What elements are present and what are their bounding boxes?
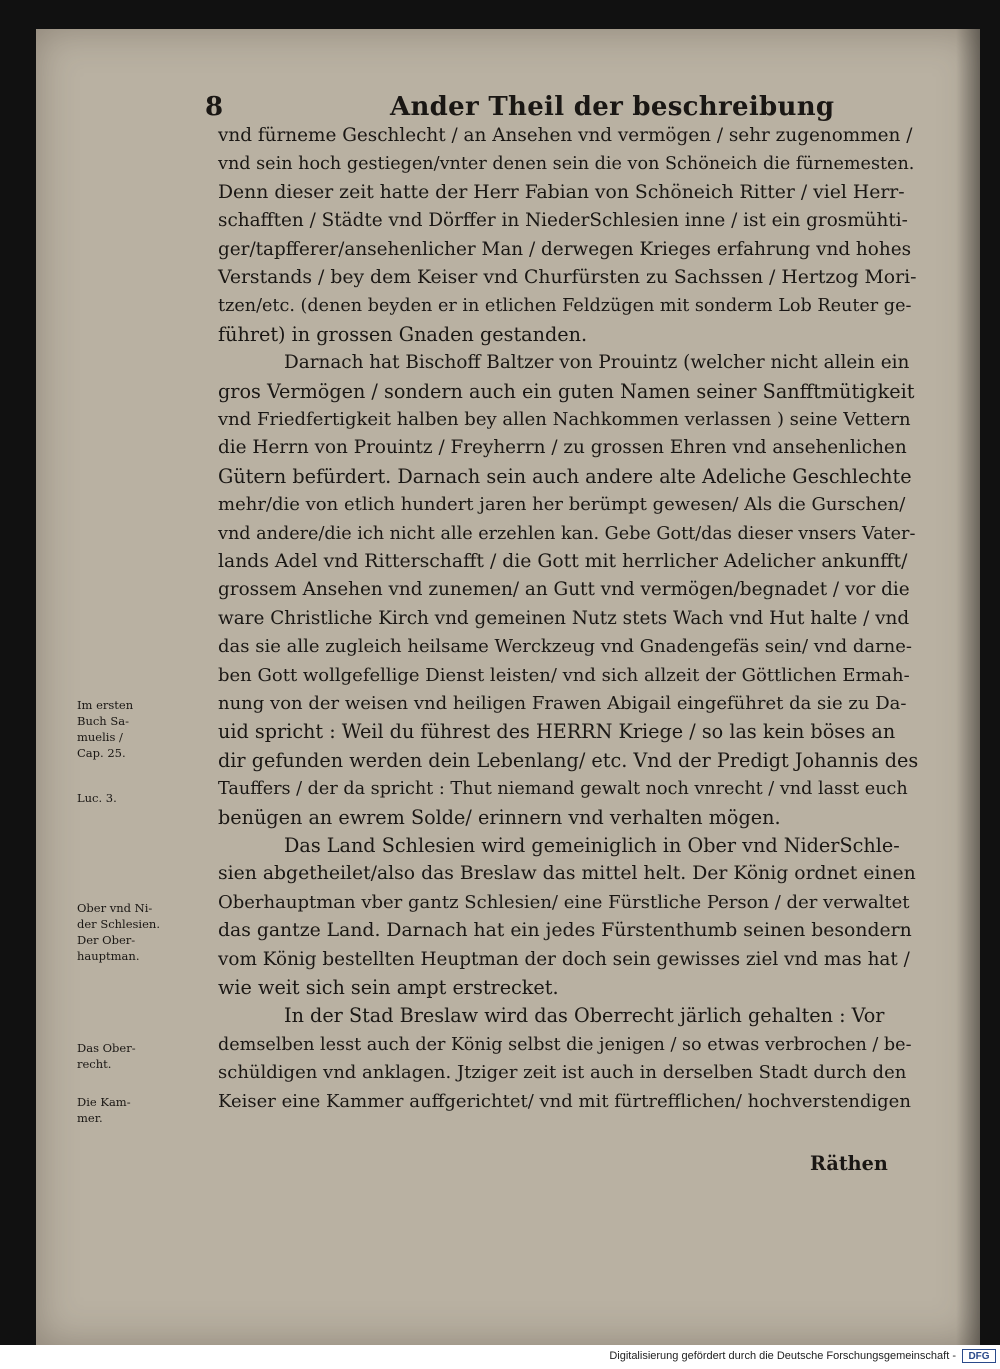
page-number: 8 bbox=[205, 92, 224, 122]
marginal-note-line: muelis / bbox=[77, 730, 123, 744]
catchword: Räthen bbox=[810, 1152, 888, 1175]
marginal-note bbox=[77, 697, 197, 761]
text-line: demselben lesst auch der König selbst die jenigen / so etwas verbrochen / be- bbox=[218, 1034, 912, 1055]
marginal-note-line: Das Ober- bbox=[77, 1041, 136, 1055]
marginal-note-line: recht. bbox=[77, 1057, 112, 1071]
marginal-note-line: Ober vnd Ni- bbox=[77, 901, 153, 915]
marginal-note-line: der Schlesien. bbox=[77, 917, 160, 931]
marginal-note bbox=[77, 790, 197, 806]
dfg-logo: DFG bbox=[962, 1349, 996, 1363]
text-line: nung von der weisen vnd heiligen Frawen Abigail eingeführet da sie zu Da- bbox=[218, 693, 907, 714]
marginal-note-line: Cap. 25. bbox=[77, 746, 126, 760]
text-line: mehr/die von etlich hundert jaren her berümpt gewesen/ Als die Gurschen/ bbox=[218, 494, 906, 516]
text-line: Das Land Schlesien wird gemeiniglich in Ober vnd NiderSchle- bbox=[284, 834, 900, 857]
text-line: die Herrn von Prouintz / Freyherrn / zu grossen Ehren vnd ansehenlichen bbox=[218, 437, 907, 459]
marginal-note bbox=[77, 1094, 197, 1126]
text-line: schafften / Städte vnd Dörffer in NiederSchlesien inne / ist ein grosmühti- bbox=[218, 210, 908, 232]
marginal-note-line: Die Kam- bbox=[77, 1095, 131, 1109]
marginal-note bbox=[77, 900, 197, 964]
text-line: tzen/etc. (denen beyden er in etlichen Feldzügen mit sonderm Lob Reuter ge- bbox=[218, 296, 912, 317]
text-line: schüldigen vnd anklagen. Jtziger zeit ist auch in derselben Stadt durch den bbox=[218, 1062, 907, 1084]
text-line: vnd andere/die ich nicht alle erzehlen kan. Gebe Gott/das dieser vnsers Vater- bbox=[218, 523, 916, 544]
text-line: das gantze Land. Darnach hat ein jedes Fürstenthumb seinen besondern bbox=[218, 920, 912, 942]
page-binding-shadow bbox=[956, 29, 980, 1345]
text-line: vnd Friedfertigkeit halben bey allen Nachkommen verlassen ) seine Vettern bbox=[218, 409, 911, 430]
text-line: sien abgetheilet/also das Breslaw das mittel helt. Der König ordnet einen bbox=[218, 863, 916, 885]
text-line: Oberhauptman vber gantz Schlesien/ eine Fürstliche Person / der verwaltet bbox=[218, 891, 910, 913]
marginal-note-line: mer. bbox=[77, 1111, 103, 1125]
text-line: ger/tapfferer/ansehenlicher Man / derwegen Krieges erfahrung vnd hohes bbox=[218, 238, 912, 260]
text-line: lands Adel vnd Ritterschafft / die Gott mit herrlicher Adelicher ankunfft/ bbox=[218, 551, 908, 572]
running-title: Ander Theil der beschreibung bbox=[390, 92, 835, 122]
text-line: das sie alle zugleich heilsame Werckzeug vnd Gnadengefäs sein/ vnd darne- bbox=[218, 636, 913, 658]
marginal-note bbox=[77, 1040, 197, 1072]
footer-bar bbox=[0, 1345, 1000, 1369]
text-line: wie weit sich sein ampt erstrecket. bbox=[218, 976, 559, 999]
text-line: dir gefunden werden dein Lebenlang/ etc. Vnd der Predigt Johannis des bbox=[218, 748, 919, 772]
text-line: Darnach hat Bischoff Baltzer von Prouintz (welcher nicht allein ein bbox=[284, 352, 910, 374]
marginal-note-line: Luc. 3. bbox=[77, 791, 117, 805]
marginal-note-line: Buch Sa- bbox=[77, 714, 129, 728]
funding-notice: Digitalisierung gefördert durch die Deutsche Forschungsgemeinschaft - bbox=[609, 1350, 956, 1362]
text-line: führet) in grossen Gnaden gestanden. bbox=[218, 322, 588, 346]
text-line: uid spricht : Weil du führest des HERRN Kriege / so las kein böses an bbox=[218, 720, 896, 744]
text-line: Denn dieser zeit hatte der Herr Fabian von Schöneich Ritter / viel Herr- bbox=[218, 181, 905, 203]
marginal-note-line: hauptman. bbox=[77, 949, 140, 963]
text-line: In der Stad Breslaw wird das Oberrecht järlich gehalten : Vor bbox=[284, 1004, 885, 1028]
text-line: ben Gott wollgefellige Dienst leisten/ vnd sich allzeit der Göttlichen Ermah- bbox=[218, 664, 910, 686]
text-line: Gütern befürdert. Darnach sein auch andere alte Adeliche Geschlechte bbox=[218, 464, 912, 488]
text-line: ware Christliche Kirch vnd gemeinen Nutz stets Wach vnd Hut halte / vnd bbox=[218, 607, 910, 629]
text-line: benügen an ewrem Solde/ erinnern vnd verhalten mögen. bbox=[218, 805, 781, 829]
text-line: Tauffers / der da spricht : Thut niemand gewalt noch vnrecht / vnd lasst euch bbox=[218, 779, 908, 800]
text-line: Verstands / bey dem Keiser vnd Churfürsten zu Sachssen / Hertzog Mori- bbox=[218, 267, 917, 288]
text-line: vnd fürneme Geschlecht / an Ansehen vnd vermögen / sehr zugenommen / bbox=[218, 125, 913, 146]
text-line: vom König bestellten Heuptman der doch sein gewisses ziel vnd mas hat / bbox=[218, 948, 910, 970]
text-line: vnd sein hoch gestiegen/vnter denen sein die von Schöneich die fürnemesten. bbox=[218, 154, 915, 175]
text-line: grossem Ansehen vnd zunemen/ an Gutt vnd vermögen/begnadet / vor die bbox=[218, 579, 910, 601]
marginal-note-line: Der Ober- bbox=[77, 933, 136, 947]
text-line: gros Vermögen / sondern auch ein guten Namen seiner Sanfftmütigkeit bbox=[218, 379, 915, 403]
marginal-note-line: Im ersten bbox=[77, 698, 134, 712]
text-line: Keiser eine Kammer auffgerichtet/ vnd mit fürtrefflichen/ hochverstendigen bbox=[218, 1090, 911, 1112]
